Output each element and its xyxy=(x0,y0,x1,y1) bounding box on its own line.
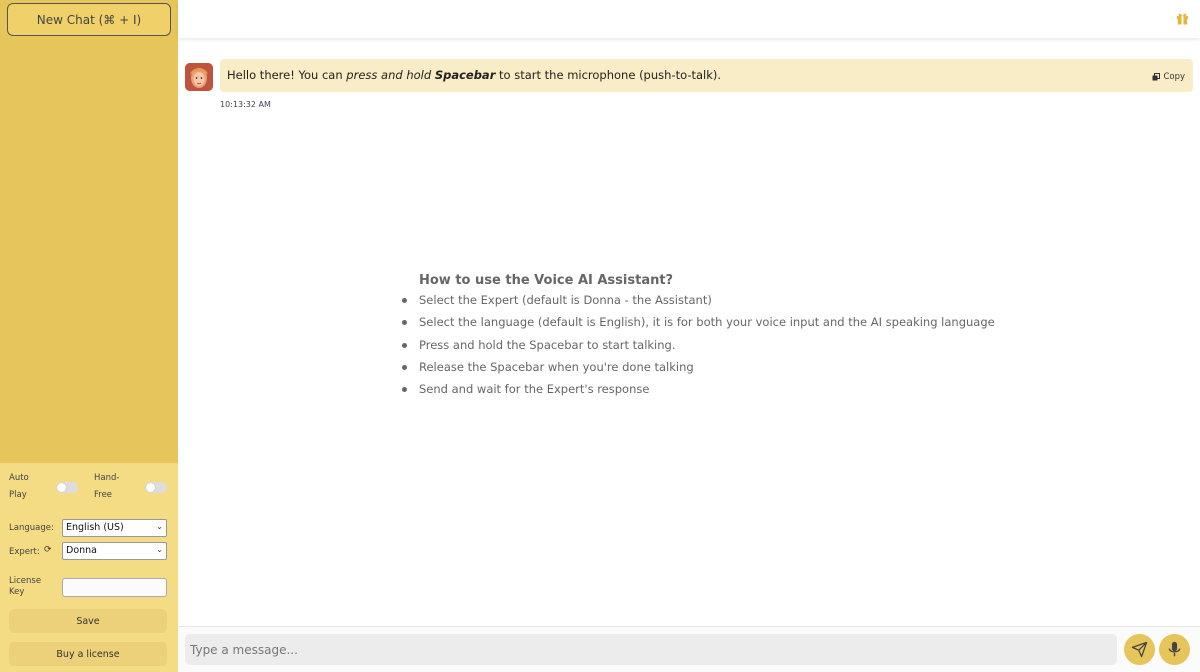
list-item: Release the Spacebar when you're done talking xyxy=(419,359,995,381)
message-input[interactable] xyxy=(185,634,1117,665)
help-list xyxy=(419,292,995,403)
microphone-icon xyxy=(1167,641,1182,658)
top-header xyxy=(178,0,1200,38)
language-select[interactable]: English (US) ⌄ xyxy=(62,519,167,537)
chevron-down-icon: ⌄ xyxy=(156,522,163,531)
assistant-message-text: Hello there! You can press and hold Spacebar to start the microphone (push-to-talk). xyxy=(227,68,722,82)
expert-select[interactable]: Donna ⌄ xyxy=(62,542,167,560)
send-button[interactable] xyxy=(1124,634,1155,665)
microphone-button[interactable] xyxy=(1159,634,1190,665)
expert-label: Expert: xyxy=(9,547,40,557)
list-item: Select the Expert (default is Donna - the Assistant) xyxy=(419,292,995,314)
license-key-label: License Key xyxy=(9,576,42,597)
language-label: Language: xyxy=(9,523,54,533)
copy-icon xyxy=(1152,73,1160,81)
gift-icon[interactable] xyxy=(1176,11,1189,25)
send-icon xyxy=(1131,641,1148,658)
help-title: How to use the Voice AI Assistant? xyxy=(419,273,674,288)
auto-play-label: Auto Play xyxy=(9,473,29,500)
assistant-avatar xyxy=(185,63,213,91)
chevron-down-icon: ⌄ xyxy=(156,545,163,554)
hands-free-toggle[interactable] xyxy=(145,482,167,493)
refresh-icon[interactable]: ⟳ xyxy=(44,545,52,555)
license-key-input[interactable] xyxy=(62,578,167,597)
save-button[interactable]: Save xyxy=(9,609,167,633)
list-item: Press and hold the Spacebar to start talking. xyxy=(419,337,995,359)
message-timestamp: 10:13:32 AM xyxy=(220,100,271,109)
buy-license-button[interactable]: Buy a license xyxy=(9,642,167,666)
hands-free-label: Hand- Free xyxy=(94,473,120,500)
assistant-message xyxy=(220,59,1193,92)
new-chat-button[interactable]: New Chat (⌘ + I) xyxy=(7,3,171,36)
copy-button[interactable]: Copy xyxy=(1152,72,1185,82)
list-item: Select the language (default is English), it is for both your voice input and the AI speaking language xyxy=(419,314,995,336)
list-item: Send and wait for the Expert's response xyxy=(419,381,995,403)
auto-play-toggle[interactable] xyxy=(56,482,78,493)
